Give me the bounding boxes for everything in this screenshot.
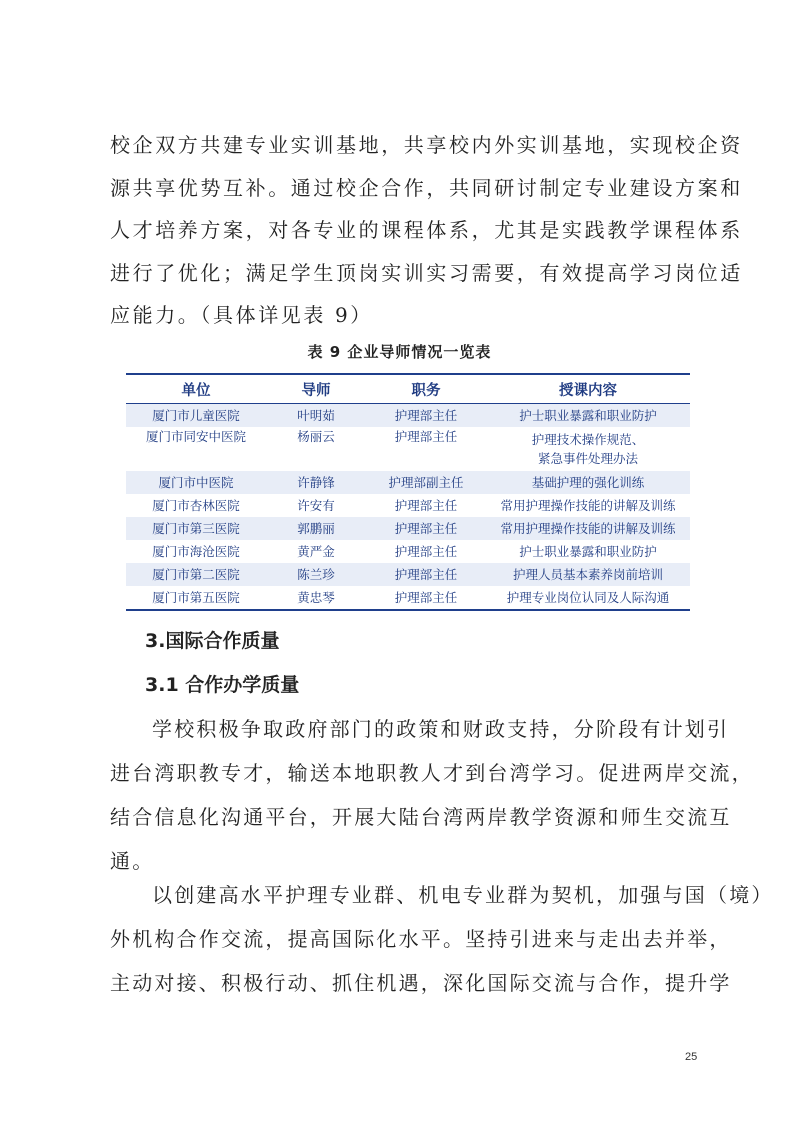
intro-paragraph	[110, 124, 743, 337]
paragraph-line: 进台湾职教专才，输送本地职教人才到台湾学习。促进两岸交流，	[110, 761, 754, 785]
cell-unit: 厦门市第二医院	[126, 563, 266, 586]
cell-course: 护士职业暴露和职业防护	[486, 404, 690, 428]
cell-mentor: 许安有	[297, 498, 335, 513]
cell-unit: 厦门市第五医院	[126, 586, 266, 610]
paragraph-line: 外机构合作交流，提高国际化水平。坚持引进来与走出去并举，	[110, 927, 732, 951]
cell-mentor: 许静锋	[266, 471, 366, 494]
cell-course: 常用护理操作技能的讲解及训练	[500, 498, 676, 513]
cell-unit: 厦门市儿童医院	[126, 404, 266, 428]
cell-mentor: 叶明茹	[266, 404, 366, 428]
cell-course: 护理技术操作规范、 紧急事件处理办法	[531, 432, 645, 466]
cell-position: 护理部主任	[366, 586, 486, 610]
paragraph-line: 应能力。（具体详见表 9）	[110, 303, 373, 327]
paragraph-line: 主动对接、积极行动、抓住机遇，深化国际交流与合作，提升学	[110, 971, 732, 995]
mentor-table	[126, 373, 690, 611]
header-course: 授课内容	[486, 374, 690, 404]
header-unit: 单位	[126, 374, 266, 404]
paragraph-line: 源共享优势互补。通过校企合作，共同研讨制定专业建设方案和	[110, 175, 743, 200]
cell-mentor: 郭鹏丽	[266, 517, 366, 540]
subsection-heading: 3.1 合作办学质量	[145, 674, 300, 696]
cell-unit: 厦门市第三医院	[126, 517, 266, 540]
cooperation-paragraph	[110, 707, 754, 883]
table-row	[126, 540, 690, 563]
cell-position: 护理部主任	[366, 563, 486, 586]
cell-course: 常用护理操作技能的讲解及训练	[486, 517, 690, 540]
paragraph-line: 结合信息化沟通平台，开展大陆台湾两岸教学资源和师生交流互	[110, 805, 732, 829]
paragraph-line: 进行了优化；满足学生顶岗实训实习需要，有效提高学习岗位适	[110, 260, 743, 285]
cell-mentor: 陈兰珍	[266, 563, 366, 586]
cell-course: 护理人员基本素养岗前培训	[486, 563, 690, 586]
table-header-row	[126, 374, 690, 404]
table-row	[126, 563, 690, 586]
page-number: 25	[685, 1051, 698, 1063]
table-row	[126, 471, 690, 494]
table-row	[126, 586, 690, 610]
paragraph-line: 通。	[110, 849, 155, 873]
header-mentor: 导师	[266, 374, 366, 404]
cell-unit: 厦门市海沧医院	[152, 544, 240, 559]
table-row	[126, 427, 690, 471]
table-row	[126, 494, 690, 517]
table-caption: 表 9 企业导师情况一览表	[307, 343, 492, 361]
paragraph-line: 校企双方共建专业实训基地，共享校内外实训基地，实现校企资	[110, 133, 743, 157]
section-heading: 3.国际合作质量	[145, 630, 280, 652]
cell-mentor: 黄严金	[297, 544, 335, 559]
paragraph-line: 以创建高水平护理专业群、机电专业群为契机，加强与国（境）	[152, 883, 774, 907]
international-paragraph	[110, 873, 774, 1005]
paragraph-line: 人才培养方案，对各专业的课程体系，尤其是实践教学课程体系	[110, 218, 743, 242]
cell-unit: 厦门市杏林医院	[152, 498, 240, 513]
cell-position: 护理部主任	[394, 544, 458, 559]
cell-unit: 厦门市同安中医院	[145, 429, 246, 444]
cell-position: 护理部主任	[366, 404, 486, 428]
cell-position: 护理部副主任	[366, 471, 486, 494]
cell-position: 护理部主任	[394, 498, 458, 513]
cell-position: 护理部主任	[394, 429, 458, 444]
cell-position: 护理部主任	[366, 517, 486, 540]
cell-mentor: 黄忠琴	[266, 586, 366, 610]
cell-mentor: 杨丽云	[297, 429, 335, 444]
table-row	[126, 404, 690, 428]
cell-course: 护士职业暴露和职业防护	[519, 544, 657, 559]
header-position: 职务	[366, 374, 486, 404]
cell-course: 护理专业岗位认同及人际沟通	[486, 586, 690, 610]
cell-course: 基础护理的强化训练	[486, 471, 690, 494]
paragraph-line: 学校积极争取政府部门的政策和财政支持，分阶段有计划引	[152, 717, 730, 741]
cell-unit: 厦门市中医院	[126, 471, 266, 494]
table-row	[126, 517, 690, 540]
